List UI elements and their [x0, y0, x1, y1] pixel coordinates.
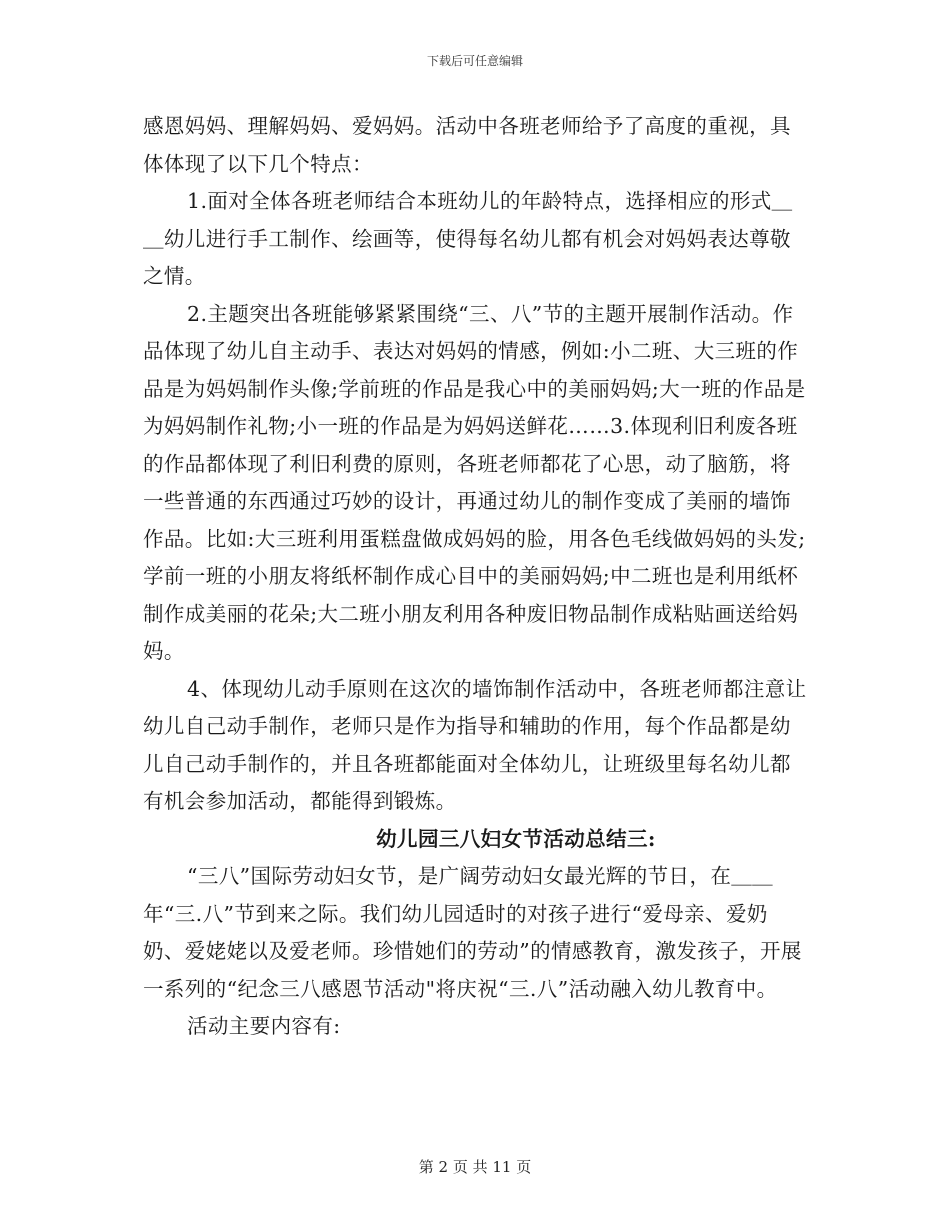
paragraph-intro: 感恩妈妈、理解妈妈、爱妈妈。活动中各班老师给予了高度的重视，具体体现了以下几个特点：	[143, 114, 791, 176]
paragraph-point-4: 4、体现幼儿动手原则在这次的墙饰制作活动中，各班老师都注意让幼儿自己动手制作，老师只是作为指导和辅助的作用，每个作品都是幼儿自己动手制作的，并且各班都能面对全体幼儿，让班级里每名幼儿都有机会参加活动，都能得到锻炼。	[143, 676, 807, 813]
page-header: 下载后可任意编辑	[426, 54, 523, 68]
document-body	[143, 108, 809, 1046]
section-title: 幼儿园三八妇女节活动总结三:	[376, 826, 656, 851]
page-footer: 第 2 页 共 11 页	[418, 1158, 532, 1176]
paragraph-point-1: 1.面对全体各班老师结合本班幼儿的年龄特点，选择相应的形式＿＿幼儿进行手工制作、绘画等，使得每名幼儿都有机会对妈妈表达尊敬之情。	[143, 189, 793, 288]
paragraph-point-2-3: 2.主题突出各班能够紧紧围绕“三、八”节的主题开展制作活动。作品体现了幼儿自主动手、表达对妈妈的情感，例如:小二班、大三班的作品是为妈妈制作头像;学前班的作品是我心中的美丽妈妈;大一班的作品是为妈妈制作礼物;小一班的作品是为妈妈送鲜花……3.体现利旧利废各班的作品都体现了利旧利费的原则，各班老师都花了心思，动了脑筋，将一些普通的东西通过巧妙的设计，再通过幼儿的制作变成了美丽的墙饰作品。比如:大三班利用蛋糕盘做成妈妈的脸，用各色毛线做妈妈的头发;学前一班的小朋友将纸杯制作成心目中的美丽妈妈;中二班也是利用纸杯制作成美丽的花朵;大二班小朋友利用各种废旧物品制作成粘贴画送给妈妈。	[143, 301, 806, 663]
paragraph-section-intro: “三八”国际劳动妇女节，是广阔劳动妇女最光辉的节日，在＿＿年“三.八”节到来之际。我们幼儿园适时的对孩子进行“爱母亲、爱奶奶、爱姥姥以及爱老师。珍惜她们的劳动”的情感教育，激发孩子，开展一系列的“纪念三八感恩节活动"将庆祝“三.八”活动融入幼儿教育中。	[143, 864, 802, 1001]
paragraph-main-content: 活动主要内容有:	[187, 1014, 341, 1038]
